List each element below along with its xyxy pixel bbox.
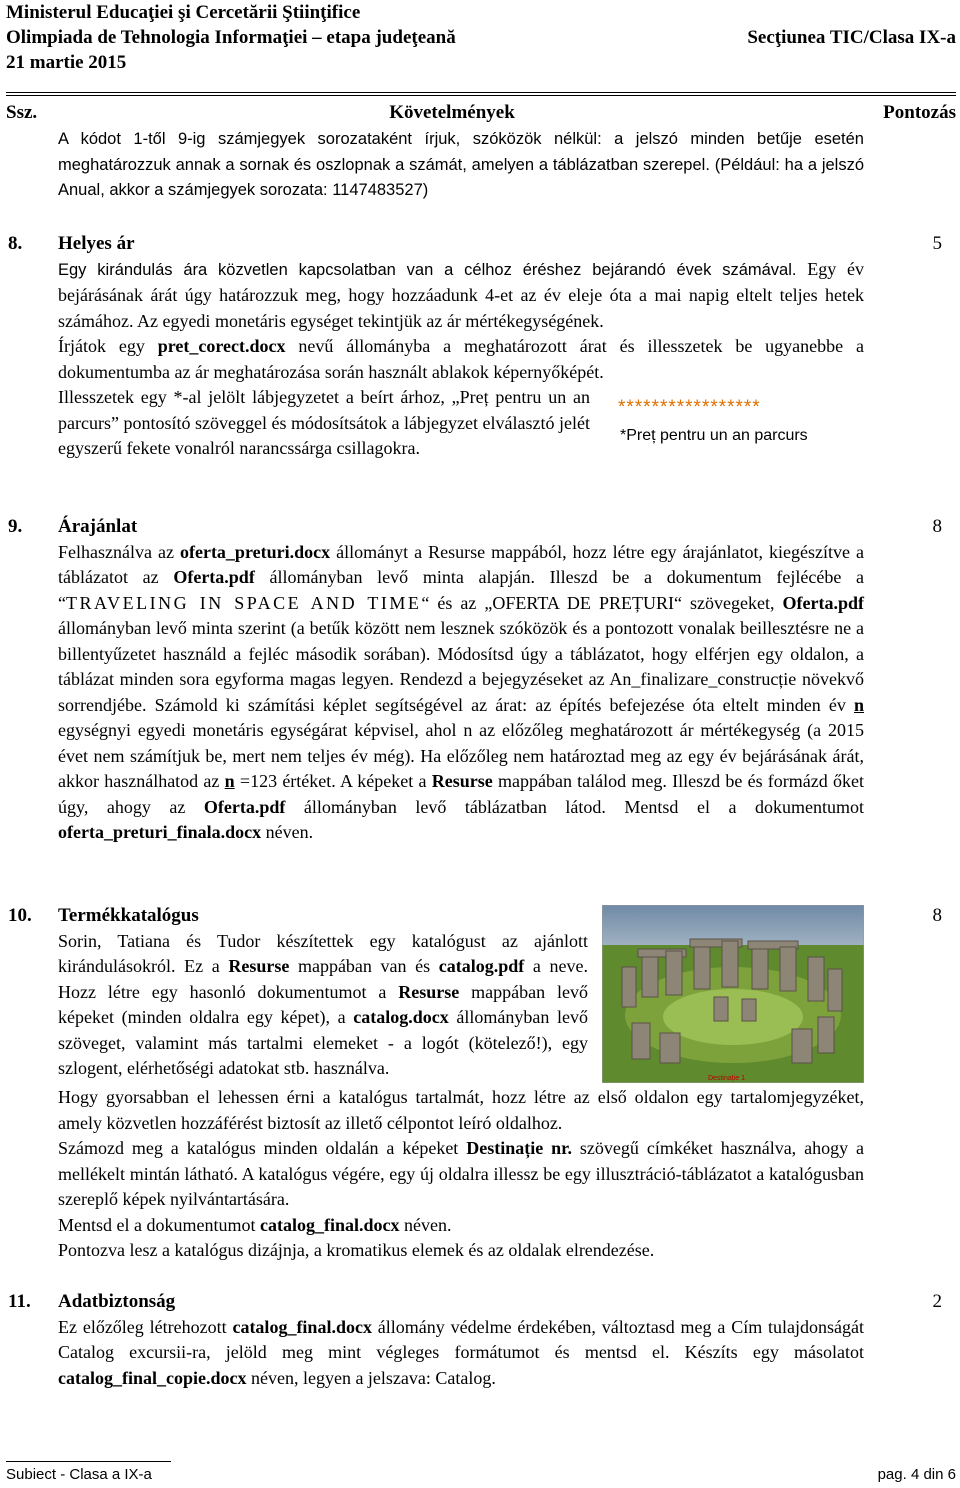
item-paragraph: Ez előzőleg létrehozott catalog_final.docx állomány védelme érdekében, változtasd meg a Cím tulajdonságát Catalog excursii-ra, jelöld meg mint végleges formátumot és mentsd el. Készíts egy másolatot catalog_final_copie.docx néven, legyen a jelszava: Catalog. — [58, 1316, 865, 1388]
table-row — [6, 127, 956, 231]
item-paragraph: Hogy gyorsabban el lehessen érni a katalógus tartalmát, hozz létre az első oldalon egy tartalomjegyzéket, amely közvetlen hozzáférést biztosít az illető célpontot leíró oldalhoz. — [58, 1087, 864, 1133]
footer-divider — [6, 1461, 171, 1462]
photo-caption: Destinație 1 — [708, 1075, 745, 1082]
item-requirements — [58, 903, 864, 1289]
page-number: pag. 4 din 6 — [877, 1466, 956, 1483]
item-number: 8. — [8, 233, 23, 254]
page-header — [6, 0, 956, 75]
orange-stars-separator: ***************** — [618, 397, 761, 418]
item-points: 8 — [932, 516, 942, 537]
item-paragraph: Számozd meg a katalógus minden oldalán a képeket Destinație nr. szövegű címkéket használva, ahogy a mellékelt mintán látható. A katalógus végére, egy új oldalra illessz be egy illusztráció-táblázatot a katalógusban szereplő képek nyilvántartására. — [58, 1138, 864, 1209]
item-paragraph: Felhasználva az oferta_preturi.docx állományt a Resurse mappából, hozz létre egy árajánlatot, kiegészítve a táblázatot az Oferta.pdf állományban levő minta alapján. Illeszd be a dokumentum fejlécébe a “TRAVELING IN SPACE AND TIME“ és az „OFERTA DE PREȚURI“ szövegeket, Oferta.pdf állományban levő minta szerint (a betűk között nem lesznek szóközök és a pontozott vonalak beillesztésre ne a billentyűzetet használd a fejléc második sorában). Módosítsd úgy a táblázatot, hogy elférjen egy oldalon, a táblázat minden sora egyforma magas legyen. Rendezd a bejegyzéseket az An_finalizare_construcție növekvő sorrendjébe. Számold ki számítási képlet segítségével az árat: az építés befejezése óta eltelt minden év n egységnyi egyedi monetáris egységárat képvisel, ahol n az előzőleg meghatározott ár mértékegység (a 2015 évet nem számítjuk be, mert nem teljes év még). Ha előzőleg nem határoztad meg az egy év bejárásának árát, akkor használhatod az n =123 értéket. A képeket a Resurse mappában találod meg. Illeszd be és formázd őket úgy, ahogy az Oferta.pdf állományban levő táblázatban látod. Mentsd el a dokumentumot oferta_preturi_finala.docx néven. — [58, 541, 865, 842]
item-points: 8 — [932, 905, 942, 926]
table-row-item-10 — [6, 903, 956, 1289]
footnote-sample-text: *Preț pentru un an parcurs — [620, 427, 808, 444]
item-paragraph: Sorin, Tatiana és Tudor készítettek egy katalógust az ajánlott kirándulásokról. Ez a Resurse mappában van és catalog.pdf a neve. Hozz létre egy hasonló dokumentumot a Resurse mappában levő képeket (minden oldalra egy képet), a catalog.docx állományban levő szöveget, valamint más tartalmi elemeket - a logót (kötelező!), egy szlogent, elérhetőségi adatokat stb. használva. — [58, 930, 589, 1078]
item-number: 9. — [8, 516, 23, 537]
col-points-header: Pontozás — [883, 102, 956, 123]
exam-date: 21 martie 2015 — [6, 52, 127, 73]
footer-subject: Subiect - Clasa a IX-a — [6, 1466, 152, 1483]
item-number: 11. — [8, 1291, 31, 1312]
item-title: Adatbiztonság — [58, 1291, 176, 1312]
table-row-item-9 — [6, 514, 956, 903]
section-name: Secţiunea TIC/Clasa IX-a — [747, 27, 956, 48]
item-title: Helyes ár — [58, 233, 135, 254]
footnote-sample — [606, 387, 864, 459]
header-divider — [6, 92, 956, 96]
item-requirements — [58, 514, 864, 903]
col-number-header: Ssz. — [6, 102, 38, 123]
ministry-name: Ministerul Educaţiei şi Cercetării Ştiinţifice — [6, 2, 361, 23]
item-number: 10. — [8, 905, 32, 926]
item-title: Árajánlat — [58, 516, 138, 537]
table-row-item-8 — [6, 231, 956, 514]
requirements-table — [6, 99, 956, 1393]
item-title: Termékkatalógus — [58, 905, 199, 926]
item-points: 5 — [932, 233, 942, 254]
item-requirements — [58, 1289, 864, 1393]
item-requirements — [58, 231, 864, 514]
olympiad-name: Olimpiada de Tehnologia Informaţiei – etapa judeţeană — [6, 27, 456, 48]
file-name: pret_corect.docx — [157, 336, 286, 356]
item-points: 2 — [932, 1291, 942, 1312]
item-paragraph: Egy kirándulás ára közvetlen kapcsolatban van a célhoz éréshez bejárandó évek számával. Egy év bejárásának árát úgy határozzuk meg, hogy hozzáadunk 4-et az év eleje óta a mai napig eltelt teljes hetek számához. Az egyedi monetáris egységet tekintjük az ár mértékegységének. — [58, 258, 864, 331]
continuation-text: A kódot 1-től 9-ig számjegyek sorozataként írjuk, szóközök nélkül: a jelszó minden betűje esetén meghatározzuk annak a sornak és oszlopnak a számát, amelyen a táblázatban szerepel. (Például: ha a jelszó Anual, akkor a számjegyek sorozata: 1147483527) — [58, 130, 864, 199]
table-row-item-11 — [6, 1289, 956, 1393]
item-paragraph: Pontozva lesz a katalógus dizájnja, a kromatikus elemek és az oldalak elrendezése. — [58, 1240, 655, 1260]
page-footer — [6, 1465, 956, 1485]
stonehenge-photo — [602, 905, 864, 1083]
item-paragraph: ***************** *Preț pentru un an parcurs Illesszetek egy *-al jelölt lábjegyzetet a beírt árhoz, „Preț pentru un an parcurs” pontosító szöveggel és módosítsátok a lábjegyzet elválasztó jelét egyszerű fekete vonalról narancssárga csillagokra. — [58, 385, 864, 462]
col-requirements-header: Követelmények — [389, 102, 515, 123]
destination-photo — [602, 905, 864, 1083]
item-paragraph: Írjátok egy pret_corect.docx nevű állományba a meghatározott árat és illesszetek be ugyanebbe a dokumentumba az ár meghatározása során használt ablakok képernyőképét. — [58, 336, 865, 382]
table-header — [6, 99, 956, 127]
item-paragraph: Mentsd el a dokumentumot catalog_final.docx néven. — [58, 1214, 452, 1235]
header-row — [6, 25, 956, 50]
